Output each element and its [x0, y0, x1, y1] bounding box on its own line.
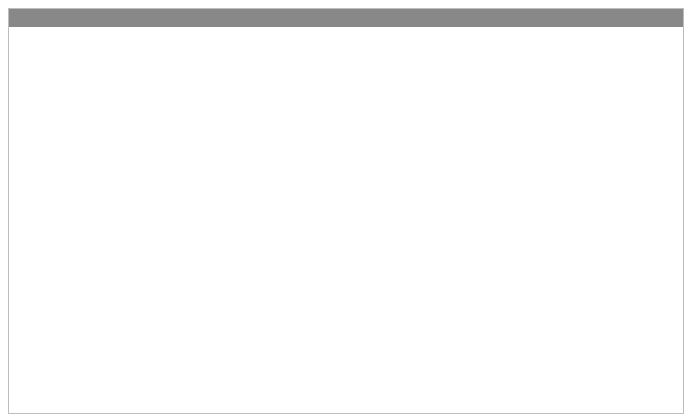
table-header	[9, 9, 683, 27]
speedfusion-status-table	[8, 8, 684, 414]
